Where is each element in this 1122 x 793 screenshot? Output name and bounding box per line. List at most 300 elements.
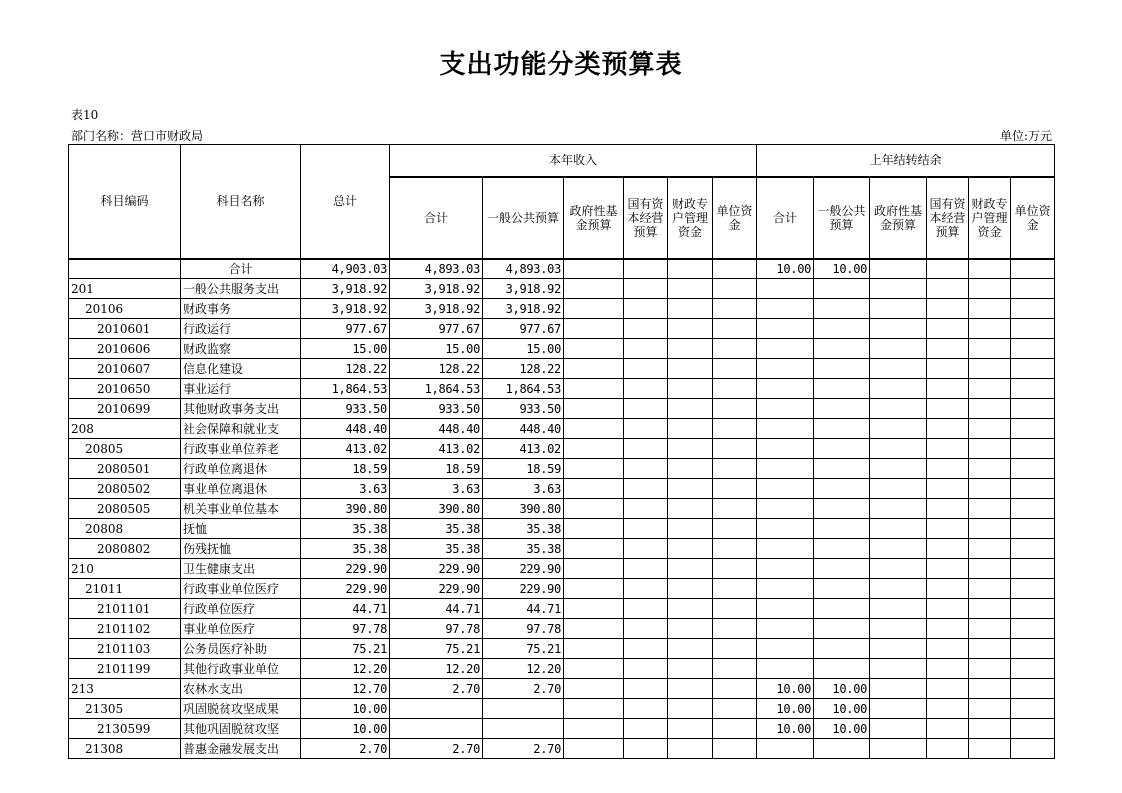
cell-py-total <box>757 299 814 319</box>
cell-code: 20106 <box>69 299 181 319</box>
cell-cy-fund <box>564 579 624 599</box>
table-row <box>69 699 1055 719</box>
cell-total: 933.50 <box>301 399 390 419</box>
cell-py-capital <box>927 659 969 679</box>
cell-name: 其他巩固脱贫攻坚 <box>181 719 301 739</box>
cell-total: 3,918.92 <box>301 279 390 299</box>
cell-cy-unit <box>713 719 757 739</box>
cell-cy-general: 18.59 <box>483 459 564 479</box>
cell-name: 财政监察 <box>181 339 301 359</box>
cell-py-capital <box>927 739 969 759</box>
cell-cy-general: 3.63 <box>483 479 564 499</box>
cell-py-special <box>969 479 1011 499</box>
cell-cy-fund <box>564 599 624 619</box>
cell-py-total <box>757 739 814 759</box>
cell-py-special <box>969 739 1011 759</box>
cell-py-general <box>814 439 870 459</box>
cell-py-capital <box>927 339 969 359</box>
cell-py-capital <box>927 299 969 319</box>
header-name: 科目名称 <box>181 145 301 259</box>
cell-py-general <box>814 419 870 439</box>
cell-py-special <box>969 559 1011 579</box>
header-py-fund: 政府性基金预算 <box>870 177 927 259</box>
cell-py-special <box>969 679 1011 699</box>
cell-name: 卫生健康支出 <box>181 559 301 579</box>
cell-cy-unit <box>713 539 757 559</box>
cell-name: 事业运行 <box>181 379 301 399</box>
cell-cy-fund <box>564 639 624 659</box>
cell-cy-capital <box>624 279 668 299</box>
cell-py-special <box>969 619 1011 639</box>
cell-cy-total: 4,893.03 <box>390 259 483 279</box>
cell-total: 3,918.92 <box>301 299 390 319</box>
cell-py-unit <box>1011 499 1055 519</box>
header-code: 科目编码 <box>69 145 181 259</box>
cell-py-unit <box>1011 699 1055 719</box>
cell-code: 20808 <box>69 519 181 539</box>
cell-py-capital <box>927 359 969 379</box>
cell-cy-special <box>668 379 713 399</box>
cell-py-total <box>757 399 814 419</box>
cell-py-total <box>757 459 814 479</box>
cell-cy-fund <box>564 499 624 519</box>
cell-cy-fund <box>564 679 624 699</box>
cell-cy-total: 18.59 <box>390 459 483 479</box>
cell-cy-special <box>668 619 713 639</box>
cell-total: 97.78 <box>301 619 390 639</box>
cell-cy-fund <box>564 479 624 499</box>
cell-cy-fund <box>564 419 624 439</box>
cell-cy-capital <box>624 359 668 379</box>
cell-cy-total: 12.20 <box>390 659 483 679</box>
cell-cy-unit <box>713 259 757 279</box>
cell-py-fund <box>870 339 927 359</box>
cell-total: 3.63 <box>301 479 390 499</box>
cell-py-capital <box>927 439 969 459</box>
cell-cy-unit <box>713 319 757 339</box>
cell-cy-capital <box>624 559 668 579</box>
cell-cy-special <box>668 719 713 739</box>
cell-cy-general: 4,893.03 <box>483 259 564 279</box>
cell-cy-unit <box>713 599 757 619</box>
cell-py-capital <box>927 379 969 399</box>
cell-py-special <box>969 359 1011 379</box>
cell-cy-general: 933.50 <box>483 399 564 419</box>
cell-py-general <box>814 279 870 299</box>
cell-py-fund <box>870 539 927 559</box>
cell-py-total <box>757 359 814 379</box>
cell-cy-special <box>668 339 713 359</box>
header-total: 总计 <box>301 145 390 259</box>
department-label: 部门名称：营口市财政局 <box>71 129 204 143</box>
cell-code: 21305 <box>69 699 181 719</box>
cell-py-unit <box>1011 579 1055 599</box>
cell-py-special <box>969 339 1011 359</box>
cell-cy-capital <box>624 619 668 639</box>
cell-cy-general: 35.38 <box>483 519 564 539</box>
cell-cy-fund <box>564 659 624 679</box>
cell-py-capital <box>927 699 969 719</box>
cell-code: 2010699 <box>69 399 181 419</box>
table-row <box>69 259 1055 279</box>
cell-cy-special <box>668 639 713 659</box>
table-row <box>69 599 1055 619</box>
cell-py-general: 10.00 <box>814 259 870 279</box>
cell-py-special <box>969 599 1011 619</box>
cell-py-total <box>757 599 814 619</box>
cell-py-general <box>814 459 870 479</box>
cell-py-fund <box>870 479 927 499</box>
cell-cy-capital <box>624 399 668 419</box>
cell-name: 抚恤 <box>181 519 301 539</box>
cell-cy-total: 3.63 <box>390 479 483 499</box>
cell-cy-total: 3,918.92 <box>390 299 483 319</box>
cell-cy-special <box>668 399 713 419</box>
cell-name: 合计 <box>181 259 301 279</box>
cell-total: 2.70 <box>301 739 390 759</box>
cell-cy-unit <box>713 679 757 699</box>
cell-cy-capital <box>624 319 668 339</box>
cell-py-general <box>814 339 870 359</box>
cell-py-general: 10.00 <box>814 679 870 699</box>
cell-code: 201 <box>69 279 181 299</box>
cell-py-special <box>969 439 1011 459</box>
cell-code: 2101199 <box>69 659 181 679</box>
cell-cy-capital <box>624 439 668 459</box>
cell-py-general <box>814 739 870 759</box>
cell-py-total <box>757 379 814 399</box>
cell-name: 事业单位医疗 <box>181 619 301 639</box>
cell-cy-special <box>668 579 713 599</box>
cell-cy-special <box>668 319 713 339</box>
header-cy-unit: 单位资金 <box>713 177 757 259</box>
cell-cy-special <box>668 519 713 539</box>
cell-cy-general: 97.78 <box>483 619 564 639</box>
cell-py-capital <box>927 519 969 539</box>
cell-cy-total: 2.70 <box>390 679 483 699</box>
cell-cy-general: 413.02 <box>483 439 564 459</box>
cell-cy-capital <box>624 459 668 479</box>
cell-cy-capital <box>624 579 668 599</box>
cell-total: 44.71 <box>301 599 390 619</box>
cell-py-unit <box>1011 479 1055 499</box>
cell-py-unit <box>1011 299 1055 319</box>
cell-py-capital <box>927 399 969 419</box>
cell-cy-unit <box>713 339 757 359</box>
cell-py-total <box>757 319 814 339</box>
cell-py-special <box>969 279 1011 299</box>
cell-py-fund <box>870 699 927 719</box>
table-header <box>69 145 1055 259</box>
cell-cy-capital <box>624 259 668 279</box>
cell-cy-capital <box>624 659 668 679</box>
cell-py-capital <box>927 479 969 499</box>
cell-cy-unit <box>713 479 757 499</box>
cell-py-unit <box>1011 399 1055 419</box>
cell-py-fund <box>870 299 927 319</box>
cell-name: 一般公共服务支出 <box>181 279 301 299</box>
cell-name: 其他行政事业单位 <box>181 659 301 679</box>
cell-py-capital <box>927 499 969 519</box>
table-row <box>69 319 1055 339</box>
cell-py-special <box>969 259 1011 279</box>
cell-cy-unit <box>713 399 757 419</box>
cell-code: 2080501 <box>69 459 181 479</box>
table-row <box>69 299 1055 319</box>
cell-cy-unit <box>713 519 757 539</box>
cell-py-fund <box>870 359 927 379</box>
cell-cy-unit <box>713 559 757 579</box>
cell-cy-special <box>668 419 713 439</box>
cell-py-fund <box>870 459 927 479</box>
cell-py-general <box>814 559 870 579</box>
cell-total: 35.38 <box>301 519 390 539</box>
cell-name: 财政事务 <box>181 299 301 319</box>
cell-cy-special <box>668 459 713 479</box>
cell-py-total <box>757 439 814 459</box>
cell-cy-general: 128.22 <box>483 359 564 379</box>
cell-cy-unit <box>713 659 757 679</box>
cell-cy-special <box>668 259 713 279</box>
cell-total: 12.20 <box>301 659 390 679</box>
cell-py-special <box>969 639 1011 659</box>
cell-cy-capital <box>624 419 668 439</box>
header-cy-general: 一般公共预算 <box>483 177 564 259</box>
cell-cy-general: 2.70 <box>483 739 564 759</box>
cell-py-fund <box>870 499 927 519</box>
cell-py-general <box>814 519 870 539</box>
cell-cy-capital <box>624 499 668 519</box>
table-row <box>69 519 1055 539</box>
cell-name: 行政事业单位医疗 <box>181 579 301 599</box>
cell-name: 伤残抚恤 <box>181 539 301 559</box>
cell-py-unit <box>1011 459 1055 479</box>
cell-cy-fund <box>564 619 624 639</box>
cell-py-capital <box>927 539 969 559</box>
header-cy-total: 合计 <box>390 177 483 259</box>
cell-cy-total: 229.90 <box>390 559 483 579</box>
table-row <box>69 339 1055 359</box>
cell-cy-fund <box>564 519 624 539</box>
cell-py-fund <box>870 319 927 339</box>
cell-cy-fund <box>564 559 624 579</box>
cell-cy-total: 448.40 <box>390 419 483 439</box>
cell-cy-total: 413.02 <box>390 439 483 459</box>
cell-py-fund <box>870 679 927 699</box>
cell-py-general <box>814 399 870 419</box>
cell-total: 18.59 <box>301 459 390 479</box>
cell-code: 2080505 <box>69 499 181 519</box>
cell-cy-fund <box>564 259 624 279</box>
cell-total: 1,864.53 <box>301 379 390 399</box>
cell-cy-general: 977.67 <box>483 319 564 339</box>
cell-py-total <box>757 639 814 659</box>
cell-py-general <box>814 579 870 599</box>
cell-total: 229.90 <box>301 559 390 579</box>
cell-py-unit <box>1011 259 1055 279</box>
cell-cy-total: 35.38 <box>390 539 483 559</box>
cell-total: 448.40 <box>301 419 390 439</box>
cell-cy-unit <box>713 299 757 319</box>
cell-cy-total: 1,864.53 <box>390 379 483 399</box>
header-prior-year: 上年结转结余 <box>757 145 1055 177</box>
cell-py-special <box>969 419 1011 439</box>
header-cy-special: 财政专户管理资金 <box>668 177 713 259</box>
cell-cy-general: 390.80 <box>483 499 564 519</box>
cell-code: 2010650 <box>69 379 181 399</box>
cell-total: 413.02 <box>301 439 390 459</box>
cell-py-general <box>814 539 870 559</box>
cell-name: 普惠金融发展支出 <box>181 739 301 759</box>
cell-py-special <box>969 499 1011 519</box>
cell-cy-total: 15.00 <box>390 339 483 359</box>
cell-cy-general: 15.00 <box>483 339 564 359</box>
cell-cy-general: 2.70 <box>483 679 564 699</box>
cell-py-total <box>757 559 814 579</box>
cell-py-unit <box>1011 539 1055 559</box>
cell-name: 行政事业单位养老 <box>181 439 301 459</box>
cell-cy-capital <box>624 519 668 539</box>
cell-cy-unit <box>713 419 757 439</box>
cell-py-fund <box>870 579 927 599</box>
cell-cy-total: 128.22 <box>390 359 483 379</box>
cell-cy-unit <box>713 359 757 379</box>
cell-cy-fund <box>564 379 624 399</box>
page-title: 支出功能分类预算表 <box>439 50 683 80</box>
cell-py-general <box>814 659 870 679</box>
cell-py-unit <box>1011 679 1055 699</box>
cell-py-total: 10.00 <box>757 719 814 739</box>
table-number: 表10 <box>71 108 99 122</box>
cell-code: 21308 <box>69 739 181 759</box>
cell-cy-special <box>668 539 713 559</box>
cell-cy-unit <box>713 739 757 759</box>
cell-py-total <box>757 499 814 519</box>
cell-cy-special <box>668 479 713 499</box>
cell-cy-total <box>390 719 483 739</box>
cell-py-general <box>814 299 870 319</box>
cell-py-capital <box>927 259 969 279</box>
cell-py-general <box>814 499 870 519</box>
cell-py-fund <box>870 739 927 759</box>
cell-cy-total <box>390 699 483 719</box>
cell-total: 390.80 <box>301 499 390 519</box>
cell-py-fund <box>870 399 927 419</box>
cell-cy-fund <box>564 339 624 359</box>
cell-code: 2101102 <box>69 619 181 639</box>
cell-py-unit <box>1011 559 1055 579</box>
table-row <box>69 399 1055 419</box>
table-row <box>69 279 1055 299</box>
cell-py-fund <box>870 639 927 659</box>
cell-py-general: 10.00 <box>814 699 870 719</box>
cell-cy-capital <box>624 299 668 319</box>
cell-cy-unit <box>713 439 757 459</box>
cell-py-capital <box>927 599 969 619</box>
cell-cy-total: 97.78 <box>390 619 483 639</box>
cell-py-capital <box>927 619 969 639</box>
cell-cy-special <box>668 679 713 699</box>
table-row <box>69 479 1055 499</box>
cell-cy-general: 229.90 <box>483 559 564 579</box>
cell-py-fund <box>870 519 927 539</box>
cell-py-total <box>757 579 814 599</box>
cell-cy-unit <box>713 699 757 719</box>
cell-py-unit <box>1011 599 1055 619</box>
cell-cy-total: 3,918.92 <box>390 279 483 299</box>
cell-py-fund <box>870 439 927 459</box>
cell-py-general <box>814 619 870 639</box>
header-py-unit: 单位资金 <box>1011 177 1055 259</box>
cell-total: 35.38 <box>301 539 390 559</box>
cell-cy-general: 3,918.92 <box>483 299 564 319</box>
cell-cy-fund <box>564 279 624 299</box>
cell-py-fund <box>870 419 927 439</box>
cell-py-special <box>969 699 1011 719</box>
header-current-year: 本年收入 <box>390 145 757 177</box>
cell-py-special <box>969 299 1011 319</box>
cell-py-special <box>969 379 1011 399</box>
cell-py-general: 10.00 <box>814 719 870 739</box>
cell-cy-unit <box>713 579 757 599</box>
cell-py-special <box>969 319 1011 339</box>
cell-py-special <box>969 719 1011 739</box>
cell-py-special <box>969 539 1011 559</box>
cell-cy-fund <box>564 459 624 479</box>
cell-py-capital <box>927 679 969 699</box>
cell-cy-special <box>668 659 713 679</box>
cell-name: 公务员医疗补助 <box>181 639 301 659</box>
cell-cy-general <box>483 699 564 719</box>
header-cy-capital: 国有资本经营预算 <box>624 177 668 259</box>
cell-code <box>69 259 181 279</box>
cell-py-total <box>757 479 814 499</box>
cell-cy-special <box>668 359 713 379</box>
cell-py-total <box>757 419 814 439</box>
cell-code: 20805 <box>69 439 181 459</box>
cell-cy-special <box>668 559 713 579</box>
table-row <box>69 499 1055 519</box>
cell-cy-total: 44.71 <box>390 599 483 619</box>
cell-cy-total: 977.67 <box>390 319 483 339</box>
cell-name: 行政单位离退休 <box>181 459 301 479</box>
cell-cy-total: 229.90 <box>390 579 483 599</box>
cell-py-capital <box>927 279 969 299</box>
header-py-special: 财政专户管理资金 <box>969 177 1011 259</box>
cell-py-unit <box>1011 379 1055 399</box>
cell-code: 2101103 <box>69 639 181 659</box>
cell-cy-capital <box>624 719 668 739</box>
cell-cy-capital <box>624 539 668 559</box>
cell-name: 其他财政事务支出 <box>181 399 301 419</box>
cell-total: 10.00 <box>301 699 390 719</box>
cell-py-total: 10.00 <box>757 259 814 279</box>
cell-py-unit <box>1011 419 1055 439</box>
cell-py-general <box>814 319 870 339</box>
cell-py-general <box>814 639 870 659</box>
cell-py-total <box>757 619 814 639</box>
cell-cy-general: 44.71 <box>483 599 564 619</box>
cell-py-general <box>814 359 870 379</box>
cell-cy-special <box>668 499 713 519</box>
cell-py-unit <box>1011 659 1055 679</box>
table-row <box>69 639 1055 659</box>
cell-py-fund <box>870 259 927 279</box>
cell-cy-special <box>668 299 713 319</box>
cell-py-capital <box>927 559 969 579</box>
cell-cy-unit <box>713 619 757 639</box>
cell-py-unit <box>1011 639 1055 659</box>
